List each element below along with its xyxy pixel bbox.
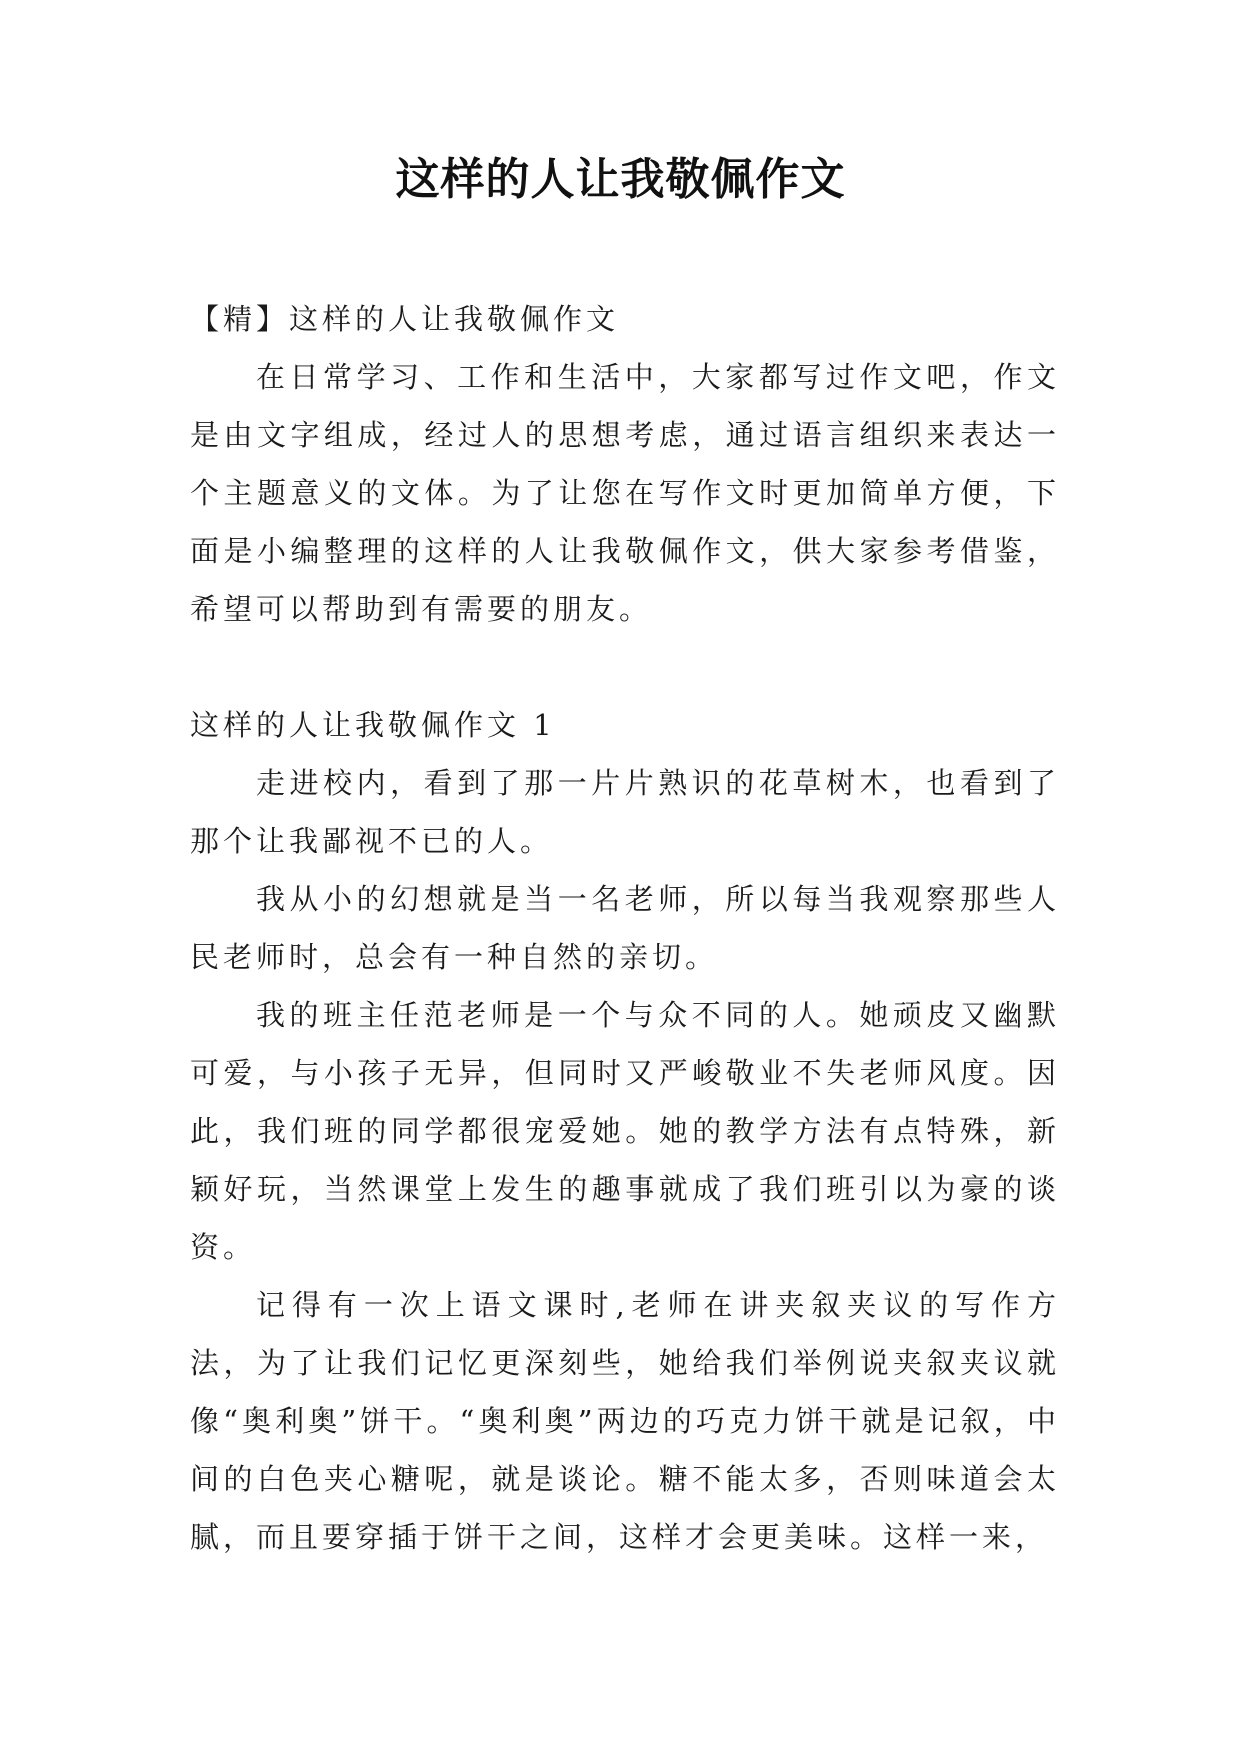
intro-paragraph: 在日常学习、工作和生活中，大家都写过作文吧，作文是由文字组成，经过人的思想考虑，通过语言组织来表达一个主题意义的文体。为了让您在写作文时更加简单方便，下面是小编整理的这样的人让我敬佩作文，供大家参考借鉴，希望可以帮助到有需要的朋友。 — [190, 360, 1060, 626]
section-heading: 这样的人让我敬佩作文 1 — [190, 708, 556, 742]
intro-label: 【精】这样的人让我敬佩作文 — [190, 302, 620, 336]
body-paragraph: 我的班主任范老师是一个与众不同的人。她顽皮又幽默可爱，与小孩子无异，但同时又严峻敬业不失老师风度。因此，我们班的同学都很宠爱她。她的教学方法有点特殊，新颖好玩，当然课堂上发生的趣事就成了我们班引以为豪的谈资。 — [190, 998, 1060, 1264]
body-paragraph: 我从小的幻想就是当一名老师，所以每当我观察那些人民老师时，总会有一种自然的亲切。 — [190, 882, 1060, 974]
body-paragraph: 记得有一次上语文课时,老师在讲夹叙夹议的写作方法，为了让我们记忆更深刻些，她给我们举例说夹叙夹议就像“奥利奥”饼干。“奥利奥”两边的巧克力饼干就是记叙，中间的白色夹心糖呢，就是谈论。糖不能太多，否则味道会太腻，而且要穿插于饼干之间，这样才会更美味。这样一来， — [190, 1288, 1060, 1554]
document-body — [190, 290, 1060, 1566]
document-title: 这样的人让我敬佩作文 — [395, 154, 846, 205]
body-paragraph: 走进校内，看到了那一片片熟识的花草树木，也看到了那个让我鄙视不已的人。 — [190, 766, 1060, 858]
